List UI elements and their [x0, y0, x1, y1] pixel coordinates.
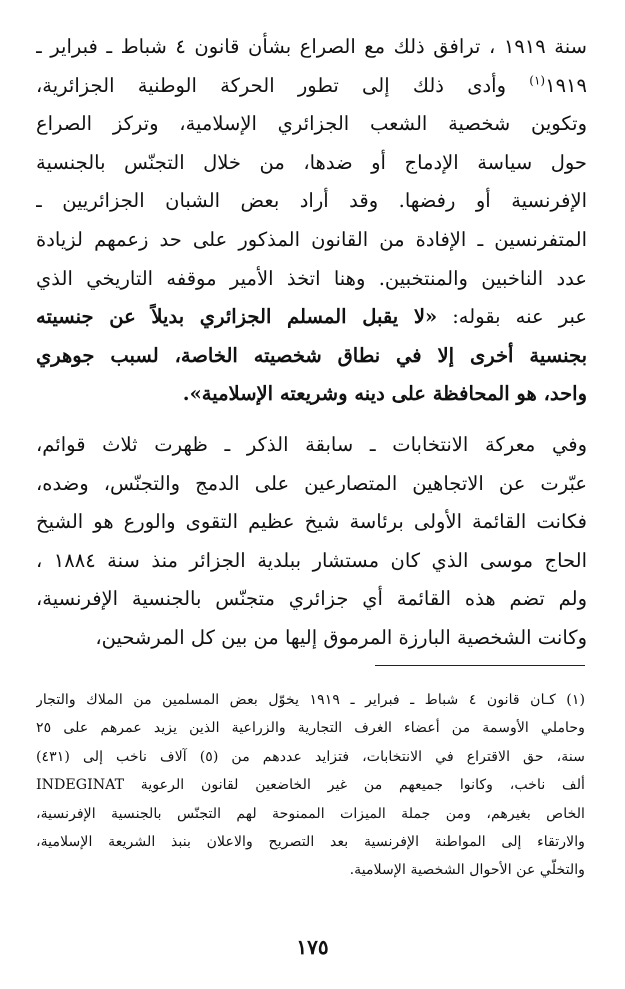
footnote-line: والتخلّي عن الأحوال الشخصية الإسلامية. — [349, 862, 585, 879]
footnote-line: سنة، حق الاقتراع في الانتخابات، فتزايد عددهم من (٥) آلاف ناخب إلى (٤٣١) — [36, 748, 585, 765]
line-rest: وأدى ذلك إلى تطور الحركة الوطنية الجزائرية، — [36, 73, 506, 97]
emir-quote-line: بجنسية أخرى إلا في نطاق شخصيته الخاصة، لسبب جوهري — [36, 343, 587, 367]
quote-intro: عبر عنه بقوله: — [452, 305, 587, 329]
footnote-line: والارتقاء إلى المواطنة الإفرنسية بعد التصريح والاعلان بنبذ الشريعة الإسلامية، — [36, 834, 585, 851]
footnote-divider — [375, 665, 585, 666]
emir-quote-line: واحد، هو المحافظة على دينه وشريعته الإسلامية». — [182, 382, 587, 406]
page-number: ١٧٥ — [296, 935, 329, 959]
text-line: حول سياسة الإدماج أو ضدها، من خلال التجنّس بالجنسية — [36, 150, 587, 174]
footnote-line: (١) كـان قانون ٤ شباط ـ فبراير ـ ١٩١٩ يخوّل بعض المسلمين من الملاك والتجار — [36, 692, 585, 708]
footnote-line: وحاملي الأوسمة من أعضاء الغرف التجارية والزراعية الذين يزيد عمرهم على ٢٥ — [36, 720, 585, 737]
text-line: المتفرنسين ـ الإفادة من القانون المذكور على حد زعمهم لزيادة — [36, 227, 587, 251]
year-1919: ١٩١٩ — [545, 73, 587, 97]
emir-quote-start: «لا يقبل المسلم الجزائري بديلاً عن جنسيته — [36, 305, 438, 329]
text-line — [36, 298, 587, 337]
text-line: سنة ١٩١٩ ، ترافق ذلك مع الصراع بشأن قانون ٤ شباط ـ فبراير ـ — [36, 35, 587, 58]
text-line: وكانت الشخصية البارزة المرموق إليها من بين كل المرشحين، — [95, 625, 587, 649]
text-line: الإفرنسية أو رفضها. وقد أراد بعض الشبان الجزائريين ـ — [36, 189, 587, 213]
text-line — [36, 67, 587, 106]
text-line: عدد الناخبين والمنتخبين. وهنا اتخذ الأمير موقفه التاريخي الذي — [36, 266, 587, 290]
text-line: وتكوين شخصية الشعب الجزائري الإسلامية، وتركز الصراع — [36, 112, 587, 136]
footnote-marker: (١) — [529, 73, 546, 88]
footnote-line: ألف ناخب، وكانوا جميعهم من غير الخاضعين لقانون الرعوية INDEGINAT — [36, 777, 585, 794]
text-line: ولم تضم هذه القائمة أي جزائري متجنّس بالجنسية الإفرنسية، — [36, 587, 587, 611]
text-line: فكانت القائمة الأولى برئاسة شيخ عظيم التقوى والورع هو الشيخ — [36, 510, 587, 534]
paragraph-2 — [36, 426, 587, 658]
footnote-block — [36, 686, 585, 885]
text-line: وفي معركة الانتخابات ـ سابقة الذكر ـ ظهرت ثلاث قوائم، — [36, 432, 587, 456]
text-line: عبّرت عن الاتجاهين المتصارعين على الدمج والتجنّس، وضده، — [36, 471, 587, 495]
paragraph-1 — [36, 28, 587, 414]
text-line: الحاج موسى الذي كان مستشار ببلدية الجزائر منذ سنة ١٨٨٤ ، — [36, 548, 587, 572]
footnote-line: الخاص بغيرهم، ومن جملة الميزات الممنوحة لهم التجنّس بالجنسية الإفرنسية، — [36, 805, 585, 822]
